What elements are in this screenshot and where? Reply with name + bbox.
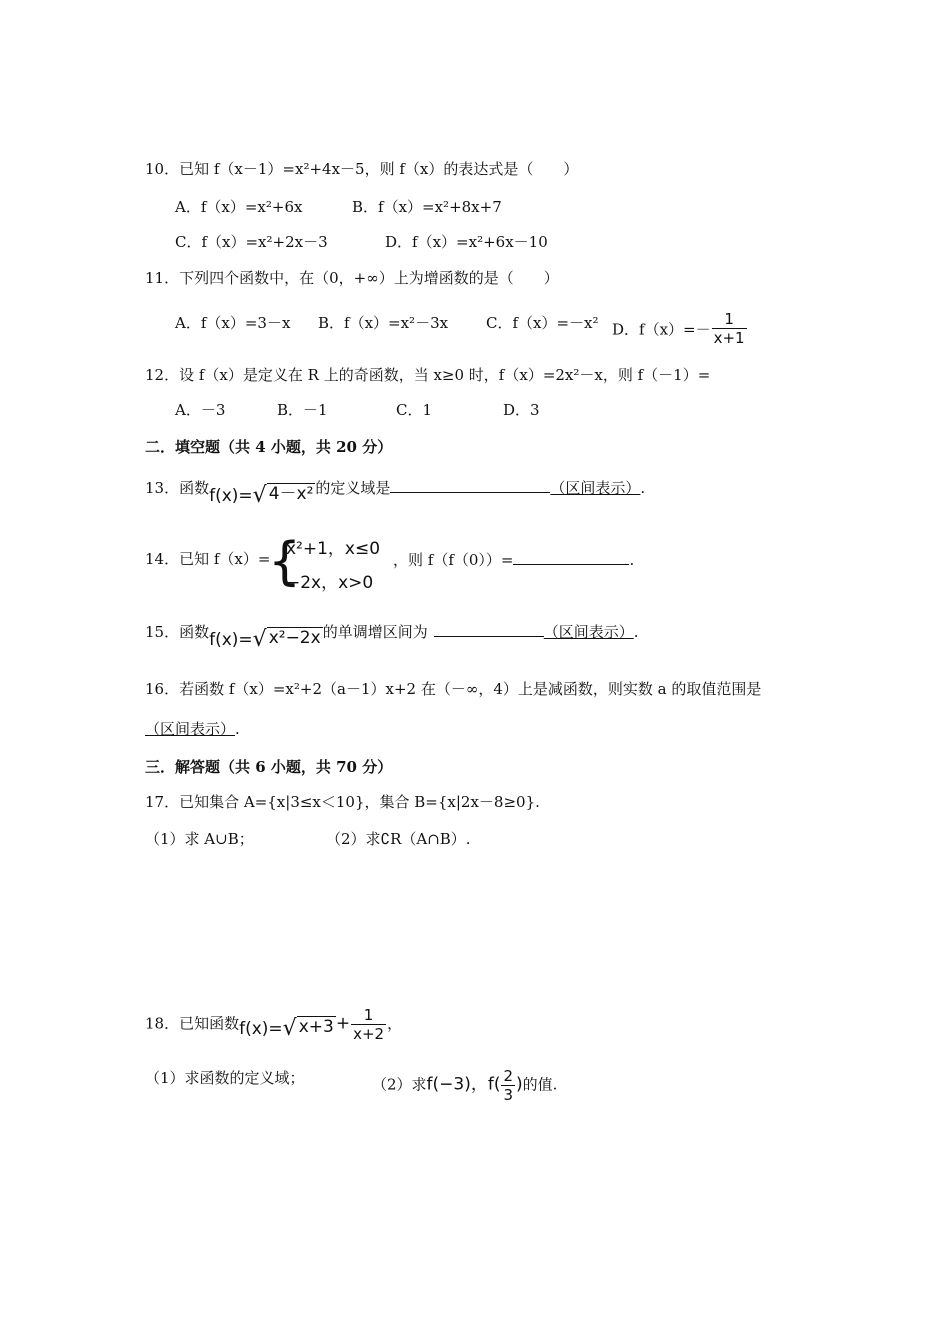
q18-part-1: （1）求函数的定义域；	[145, 1069, 305, 1087]
q12-stem: 12．设 f（x）是定义在 R 上的奇函数，当 x≥0 时，f（x）=2x²－x，则 f（－1）=	[145, 366, 711, 384]
q14-prefix: 14．已知 f（x）=	[145, 550, 271, 568]
q18-fx: f(x)=	[239, 1018, 283, 1039]
q12-option-a: A．－3	[175, 401, 226, 419]
q14-case-1: x²+1，x≤0	[286, 539, 381, 559]
q10-option-d: D．f（x）=x²+6x－10	[385, 233, 548, 251]
q18-part-2-fraction	[501, 1067, 515, 1104]
q17-part-1: （1）求 A∪B；	[145, 830, 254, 848]
q18-fraction	[351, 1006, 386, 1043]
q18-part-2	[372, 1067, 557, 1104]
q16-answer	[145, 718, 240, 740]
q18-suffix: ，	[387, 1014, 403, 1033]
q18-sqrt: √ x+3	[282, 1015, 334, 1041]
q15-answer-blank[interactable]	[434, 620, 544, 637]
q13-middle: 的定义域是	[315, 479, 391, 497]
q10-stem: 10．已知 f（x－1）=x²+4x－5，则 f（x）的表达式是（ ）	[145, 160, 579, 178]
q18-part-2-close: )	[516, 1074, 523, 1095]
q11-option-d-text: D．f（x）=－	[612, 320, 711, 339]
q13-suffix: .	[640, 479, 646, 497]
q15-sqrt: √ x²−2x	[252, 627, 321, 652]
q11-option-a: A．f（x）=3－x	[175, 314, 291, 332]
q12-option-d: D．3	[503, 401, 540, 419]
q10-option-c: C．f（x）=x²+2x－3	[175, 233, 328, 251]
q11-option-b: B．f（x）=x²－3x	[318, 314, 449, 332]
q18-stem	[145, 1006, 402, 1043]
q15-hint: （区间表示）	[543, 623, 634, 641]
q15-prefix: 15．函数	[145, 623, 210, 641]
fraction-numerator: 2	[503, 1067, 514, 1085]
section-solutions-heading: 三．解答题（共 6 小题，共 70 分）	[145, 758, 393, 776]
q15-suffix: .	[633, 623, 639, 641]
q13-radicand: 4－x²	[268, 484, 314, 504]
q14-case-2: −2x，x>0	[286, 573, 374, 593]
q13-prefix: 13．函数	[145, 479, 210, 497]
q15-radicand: x²−2x	[268, 628, 321, 648]
q17-part-2: （2）求∁R（A∩B）.	[326, 830, 471, 848]
q15	[145, 620, 639, 652]
q12-option-c: C．1	[396, 401, 433, 419]
q14-brace: {	[268, 532, 302, 592]
q16-hint: （区间表示）	[145, 720, 236, 738]
q18-part-2-prefix: （2）求	[372, 1075, 427, 1094]
q12-option-b: B．－1	[277, 401, 328, 419]
q17-stem: 17．已知集合 A={x|3≤x＜10}，集合 B={x|2x－8≥0}.	[145, 793, 540, 811]
section-fill-in-heading: 二．填空题（共 4 小题，共 20 分）	[145, 438, 393, 456]
q11-option-d-fraction	[712, 310, 747, 347]
q11-option-c: C．f（x）=－x²	[486, 314, 599, 332]
fraction-denominator: 3	[503, 1086, 514, 1104]
q18-part-2-values: f(−3)，f(	[426, 1074, 501, 1095]
q13-fx: f(x)=	[209, 486, 253, 506]
q16-suffix: .	[235, 720, 240, 738]
q15-fx: f(x)=	[209, 630, 253, 650]
fraction-denominator: x+1	[713, 329, 745, 347]
q11-stem: 11．下列四个函数中，在（0，+∞）上为增函数的是（ ）	[145, 269, 559, 287]
q13-answer-blank[interactable]	[390, 476, 550, 493]
q18-prefix: 18．已知函数	[145, 1014, 240, 1033]
q10-option-b: B．f（x）=x²+8x+7	[352, 198, 502, 216]
q15-middle: 的单调增区间为	[322, 623, 428, 641]
q13	[145, 476, 646, 508]
q13-sqrt: √ 4－x²	[252, 483, 314, 508]
q18-radicand: x+3	[298, 1016, 334, 1037]
q13-hint: （区间表示）	[550, 479, 641, 497]
q14-middle: ，则 f（f（0））=	[393, 551, 514, 569]
q11-option-d	[612, 312, 748, 349]
q18-plus: +	[335, 1013, 351, 1034]
q18-part-2-suffix: 的值.	[522, 1075, 558, 1094]
fraction-numerator: 1	[712, 310, 747, 329]
q10-option-a: A．f（x）=x²+6x	[175, 198, 303, 216]
q14-rest	[393, 548, 634, 571]
fraction-denominator: x+2	[353, 1025, 385, 1043]
q14-suffix: .	[629, 551, 635, 569]
q16-stem: 16．若函数 f（x）=x²+2（a－1）x+2 在（－∞，4）上是减函数，则实数 a 的取值范围是	[145, 680, 762, 698]
q14-answer-blank[interactable]	[513, 548, 629, 565]
fraction-numerator: 1	[351, 1006, 386, 1025]
